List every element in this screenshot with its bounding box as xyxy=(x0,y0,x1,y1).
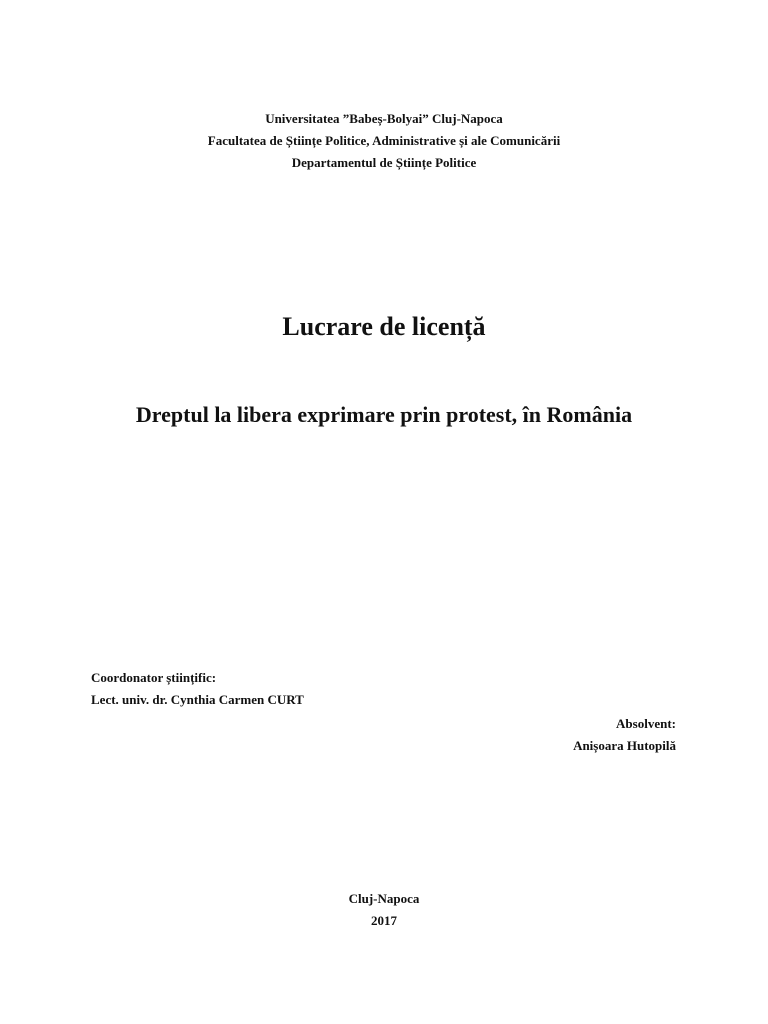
university-name: Universitatea ”Babeș-Bolyai” Cluj-Napoca xyxy=(265,111,503,126)
place-date-footer xyxy=(0,888,768,932)
footer-city: Cluj-Napoca xyxy=(348,891,420,906)
coordinator-name: Lect. univ. dr. Cynthia Carmen CURT xyxy=(91,692,304,707)
institution-header xyxy=(0,108,768,174)
author-name: Anișoara Hutopilă xyxy=(573,738,676,753)
coordinator-label: Coordonator științific: xyxy=(91,670,217,685)
coordinator-block xyxy=(91,667,304,711)
department-name: Departamentul de Științe Politice xyxy=(291,155,477,170)
author-block xyxy=(573,713,676,757)
faculty-name: Facultatea de Științe Politice, Administrative și ale Comunicării xyxy=(207,133,561,148)
thesis-title: Dreptul la libera exprimare prin protest, în România xyxy=(135,402,633,427)
footer-year: 2017 xyxy=(371,913,397,928)
document-type: Lucrare de licență xyxy=(282,312,486,341)
author-label: Absolvent: xyxy=(616,716,676,731)
